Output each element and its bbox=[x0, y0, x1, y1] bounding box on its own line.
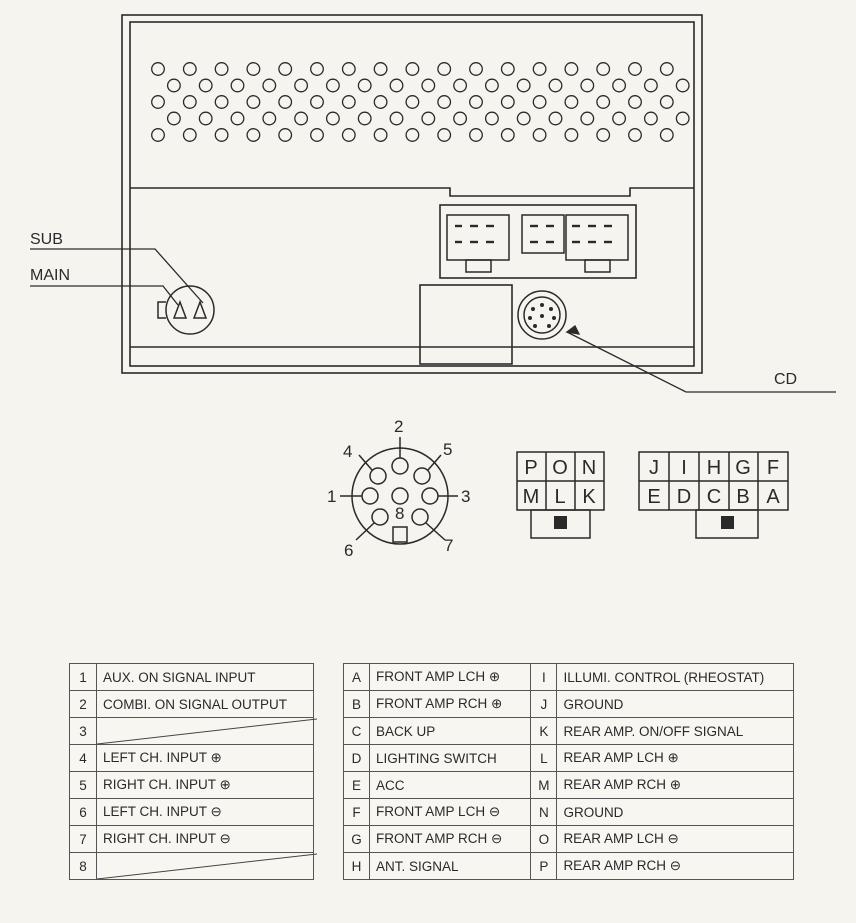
connector-pin-g: G bbox=[735, 457, 751, 479]
vent-hole bbox=[486, 79, 499, 92]
connector-pin-e: E bbox=[647, 486, 661, 508]
pin-number-7: 7 bbox=[444, 536, 454, 555]
vent-hole bbox=[374, 63, 387, 76]
vent-hole bbox=[247, 63, 260, 76]
vent-hole bbox=[438, 96, 451, 109]
pin-cell: C bbox=[344, 718, 370, 745]
pin-cell: 8 bbox=[70, 853, 97, 880]
vent-hole bbox=[390, 112, 403, 125]
vent-hole bbox=[184, 96, 197, 109]
vent-hole bbox=[406, 63, 419, 76]
table-row bbox=[70, 853, 314, 880]
function-cell: REAR AMP RCH ⊕ bbox=[557, 772, 794, 799]
vent-hole bbox=[454, 112, 467, 125]
vent-hole bbox=[661, 96, 674, 109]
table-row bbox=[70, 691, 314, 718]
pin-cell: F bbox=[344, 799, 370, 826]
table-row bbox=[344, 718, 794, 745]
table-row bbox=[70, 799, 314, 826]
vent-hole bbox=[629, 129, 642, 142]
vent-hole bbox=[279, 63, 292, 76]
vent-hole bbox=[438, 129, 451, 142]
vent-hole bbox=[247, 96, 260, 109]
vent-hole bbox=[168, 79, 181, 92]
rca-jacks bbox=[158, 286, 214, 334]
vent-hole bbox=[152, 129, 165, 142]
function-cell: ILLUMI. CONTROL (RHEOSTAT) bbox=[557, 664, 794, 691]
connector-pin-a: A bbox=[766, 486, 780, 508]
vent-hole bbox=[199, 112, 212, 125]
vent-hole bbox=[263, 79, 276, 92]
cd-din-port bbox=[518, 291, 566, 339]
connector-pin-d: D bbox=[676, 486, 692, 508]
vent-hole bbox=[311, 129, 324, 142]
pin-cell: 3 bbox=[70, 718, 97, 745]
vent-hole bbox=[502, 129, 515, 142]
vent-hole bbox=[517, 112, 530, 125]
function-cell: FRONT AMP LCH ⊖ bbox=[370, 799, 531, 826]
function-cell-unused bbox=[96, 718, 313, 745]
vent-hole bbox=[533, 63, 546, 76]
table-row bbox=[344, 691, 794, 718]
vent-hole bbox=[502, 96, 515, 109]
vent-hole bbox=[470, 63, 483, 76]
vent-hole bbox=[581, 79, 594, 92]
unused-slash bbox=[97, 718, 317, 745]
vent-hole bbox=[343, 96, 356, 109]
unit-inner-outline bbox=[130, 22, 694, 366]
table-row bbox=[70, 664, 314, 691]
function-cell: LEFT CH. INPUT ⊖ bbox=[96, 799, 313, 826]
pin-cell: 5 bbox=[70, 772, 97, 799]
vent-hole bbox=[184, 63, 197, 76]
vent-hole bbox=[613, 112, 626, 125]
vent-hole bbox=[454, 79, 467, 92]
pin-number-3: 3 bbox=[461, 487, 471, 506]
vent-hole bbox=[199, 79, 212, 92]
pin-cell: G bbox=[344, 826, 370, 853]
pin-cell: D bbox=[344, 745, 370, 772]
leader-lines bbox=[30, 249, 836, 392]
vent-hole bbox=[231, 79, 244, 92]
vent-hole bbox=[215, 129, 228, 142]
vent-hole bbox=[581, 112, 594, 125]
function-cell: ANT. SIGNAL bbox=[370, 853, 531, 880]
vent-hole bbox=[152, 63, 165, 76]
connector-pin-table bbox=[343, 663, 794, 880]
vent-holes bbox=[152, 63, 689, 142]
table-row bbox=[344, 772, 794, 799]
function-cell: FRONT AMP LCH ⊕ bbox=[370, 664, 531, 691]
connector-pin-c: C bbox=[706, 486, 722, 508]
connector-pin-f: F bbox=[766, 457, 780, 479]
panel-connectors bbox=[447, 215, 628, 272]
function-cell: REAR AMP. ON/OFF SIGNAL bbox=[557, 718, 794, 745]
vent-hole bbox=[374, 129, 387, 142]
connector-pin-n: N bbox=[581, 457, 597, 479]
vent-hole bbox=[533, 129, 546, 142]
latch-key bbox=[721, 516, 734, 529]
connector-pin-k: K bbox=[582, 486, 596, 508]
vent-hole bbox=[597, 129, 610, 142]
pin-cell: H bbox=[344, 853, 370, 880]
vent-hole bbox=[295, 79, 308, 92]
function-cell: FRONT AMP RCH ⊕ bbox=[370, 691, 531, 718]
pin-cell: J bbox=[531, 691, 557, 718]
main-label: MAIN bbox=[30, 267, 70, 284]
vent-hole bbox=[422, 112, 435, 125]
pin-cell: L bbox=[531, 745, 557, 772]
function-cell-unused bbox=[96, 853, 313, 880]
table-row bbox=[70, 826, 314, 853]
vent-hole bbox=[215, 96, 228, 109]
function-cell: GROUND bbox=[557, 799, 794, 826]
vent-hole bbox=[231, 112, 244, 125]
pin-cell: 1 bbox=[70, 664, 97, 691]
function-cell: COMBI. ON SIGNAL OUTPUT bbox=[96, 691, 313, 718]
vent-hole bbox=[613, 79, 626, 92]
function-cell: REAR AMP RCH ⊖ bbox=[557, 853, 794, 880]
vent-hole bbox=[343, 129, 356, 142]
vent-hole bbox=[676, 79, 689, 92]
vent-hole bbox=[152, 96, 165, 109]
function-cell: RIGHT CH. INPUT ⊕ bbox=[96, 772, 313, 799]
vent-hole bbox=[311, 63, 324, 76]
vent-hole bbox=[374, 96, 387, 109]
vent-hole bbox=[358, 112, 371, 125]
connector-6pin bbox=[517, 452, 604, 538]
connector-10pin bbox=[639, 452, 788, 538]
function-cell: LEFT CH. INPUT ⊕ bbox=[96, 745, 313, 772]
pin-cell: 6 bbox=[70, 799, 97, 826]
vent-hole bbox=[215, 63, 228, 76]
din-pin-table bbox=[69, 663, 314, 880]
pin-cell: O bbox=[531, 826, 557, 853]
vent-hole bbox=[549, 79, 562, 92]
function-cell: REAR AMP LCH ⊕ bbox=[557, 745, 794, 772]
pin-cell: K bbox=[531, 718, 557, 745]
pin-number-6: 6 bbox=[344, 541, 354, 560]
function-cell: AUX. ON SIGNAL INPUT bbox=[96, 664, 313, 691]
vent-hole bbox=[661, 129, 674, 142]
vent-hole bbox=[168, 112, 181, 125]
vent-hole bbox=[645, 112, 658, 125]
table-row bbox=[344, 826, 794, 853]
function-cell: FRONT AMP RCH ⊖ bbox=[370, 826, 531, 853]
table-row bbox=[344, 664, 794, 691]
function-cell: LIGHTING SWITCH bbox=[370, 745, 531, 772]
connector-pin-o: O bbox=[552, 457, 568, 479]
unit-outline bbox=[122, 15, 702, 373]
vent-hole bbox=[533, 96, 546, 109]
vent-hole bbox=[343, 63, 356, 76]
table-row bbox=[70, 718, 314, 745]
vent-hole bbox=[517, 79, 530, 92]
vent-hole bbox=[470, 129, 483, 142]
function-cell: ACC bbox=[370, 772, 531, 799]
vent-hole bbox=[565, 96, 578, 109]
vent-hole bbox=[597, 63, 610, 76]
vent-hole bbox=[295, 112, 308, 125]
vent-hole bbox=[470, 96, 483, 109]
function-cell: GROUND bbox=[557, 691, 794, 718]
vent-hole bbox=[661, 63, 674, 76]
pin-cell: A bbox=[344, 664, 370, 691]
vent-hole bbox=[311, 96, 324, 109]
pin-number-8: 8 bbox=[395, 504, 405, 523]
connector-pin-l: L bbox=[554, 486, 566, 508]
vent-hole bbox=[422, 79, 435, 92]
pin-number-5: 5 bbox=[443, 440, 453, 459]
vent-hole bbox=[327, 79, 340, 92]
vent-hole bbox=[629, 63, 642, 76]
table-row bbox=[344, 853, 794, 880]
pin-cell: 4 bbox=[70, 745, 97, 772]
vent-hole bbox=[565, 129, 578, 142]
connector-pin-j: J bbox=[649, 457, 659, 479]
table-row bbox=[70, 772, 314, 799]
vent-hole bbox=[279, 129, 292, 142]
vent-hole bbox=[645, 79, 658, 92]
connector-pin-i: I bbox=[681, 457, 687, 479]
vent-hole bbox=[676, 112, 689, 125]
sub-label: SUB bbox=[30, 231, 63, 248]
vent-hole bbox=[279, 96, 292, 109]
connector-pin-p: P bbox=[524, 457, 538, 479]
pin-cell: 7 bbox=[70, 826, 97, 853]
vent-hole bbox=[390, 79, 403, 92]
connector-pin-m: M bbox=[522, 486, 540, 508]
function-cell: RIGHT CH. INPUT ⊖ bbox=[96, 826, 313, 853]
pin-number-2: 2 bbox=[394, 417, 404, 436]
cd-label: CD bbox=[774, 371, 798, 388]
pin-cell: P bbox=[531, 853, 557, 880]
vent-hole bbox=[565, 63, 578, 76]
pin-number-4: 4 bbox=[343, 442, 353, 461]
pin-cell: B bbox=[344, 691, 370, 718]
pin-cell: I bbox=[531, 664, 557, 691]
vent-hole bbox=[358, 79, 371, 92]
connector-pin-h: H bbox=[706, 457, 722, 479]
vent-hole bbox=[263, 112, 276, 125]
vent-hole bbox=[597, 96, 610, 109]
pin-cell: N bbox=[531, 799, 557, 826]
vent-hole bbox=[406, 96, 419, 109]
pin-cell: M bbox=[531, 772, 557, 799]
table-row bbox=[344, 799, 794, 826]
connector-pin-b: B bbox=[736, 486, 750, 508]
pin-cell: 2 bbox=[70, 691, 97, 718]
vent-hole bbox=[438, 63, 451, 76]
cd-port-housing bbox=[420, 285, 512, 364]
unused-slash bbox=[97, 853, 317, 880]
table-row bbox=[70, 745, 314, 772]
table-row bbox=[344, 745, 794, 772]
vent-hole bbox=[247, 129, 260, 142]
vent-hole bbox=[486, 112, 499, 125]
latch-key bbox=[554, 516, 567, 529]
din8-connector bbox=[327, 417, 470, 560]
vent-hole bbox=[327, 112, 340, 125]
pin-number-1: 1 bbox=[327, 487, 337, 506]
function-cell: REAR AMP LCH ⊖ bbox=[557, 826, 794, 853]
vent-hole bbox=[629, 96, 642, 109]
vent-panel-divider bbox=[130, 188, 694, 196]
vent-hole bbox=[184, 129, 197, 142]
vent-hole bbox=[502, 63, 515, 76]
function-cell: BACK UP bbox=[370, 718, 531, 745]
vent-hole bbox=[406, 129, 419, 142]
vent-hole bbox=[549, 112, 562, 125]
pin-cell: E bbox=[344, 772, 370, 799]
